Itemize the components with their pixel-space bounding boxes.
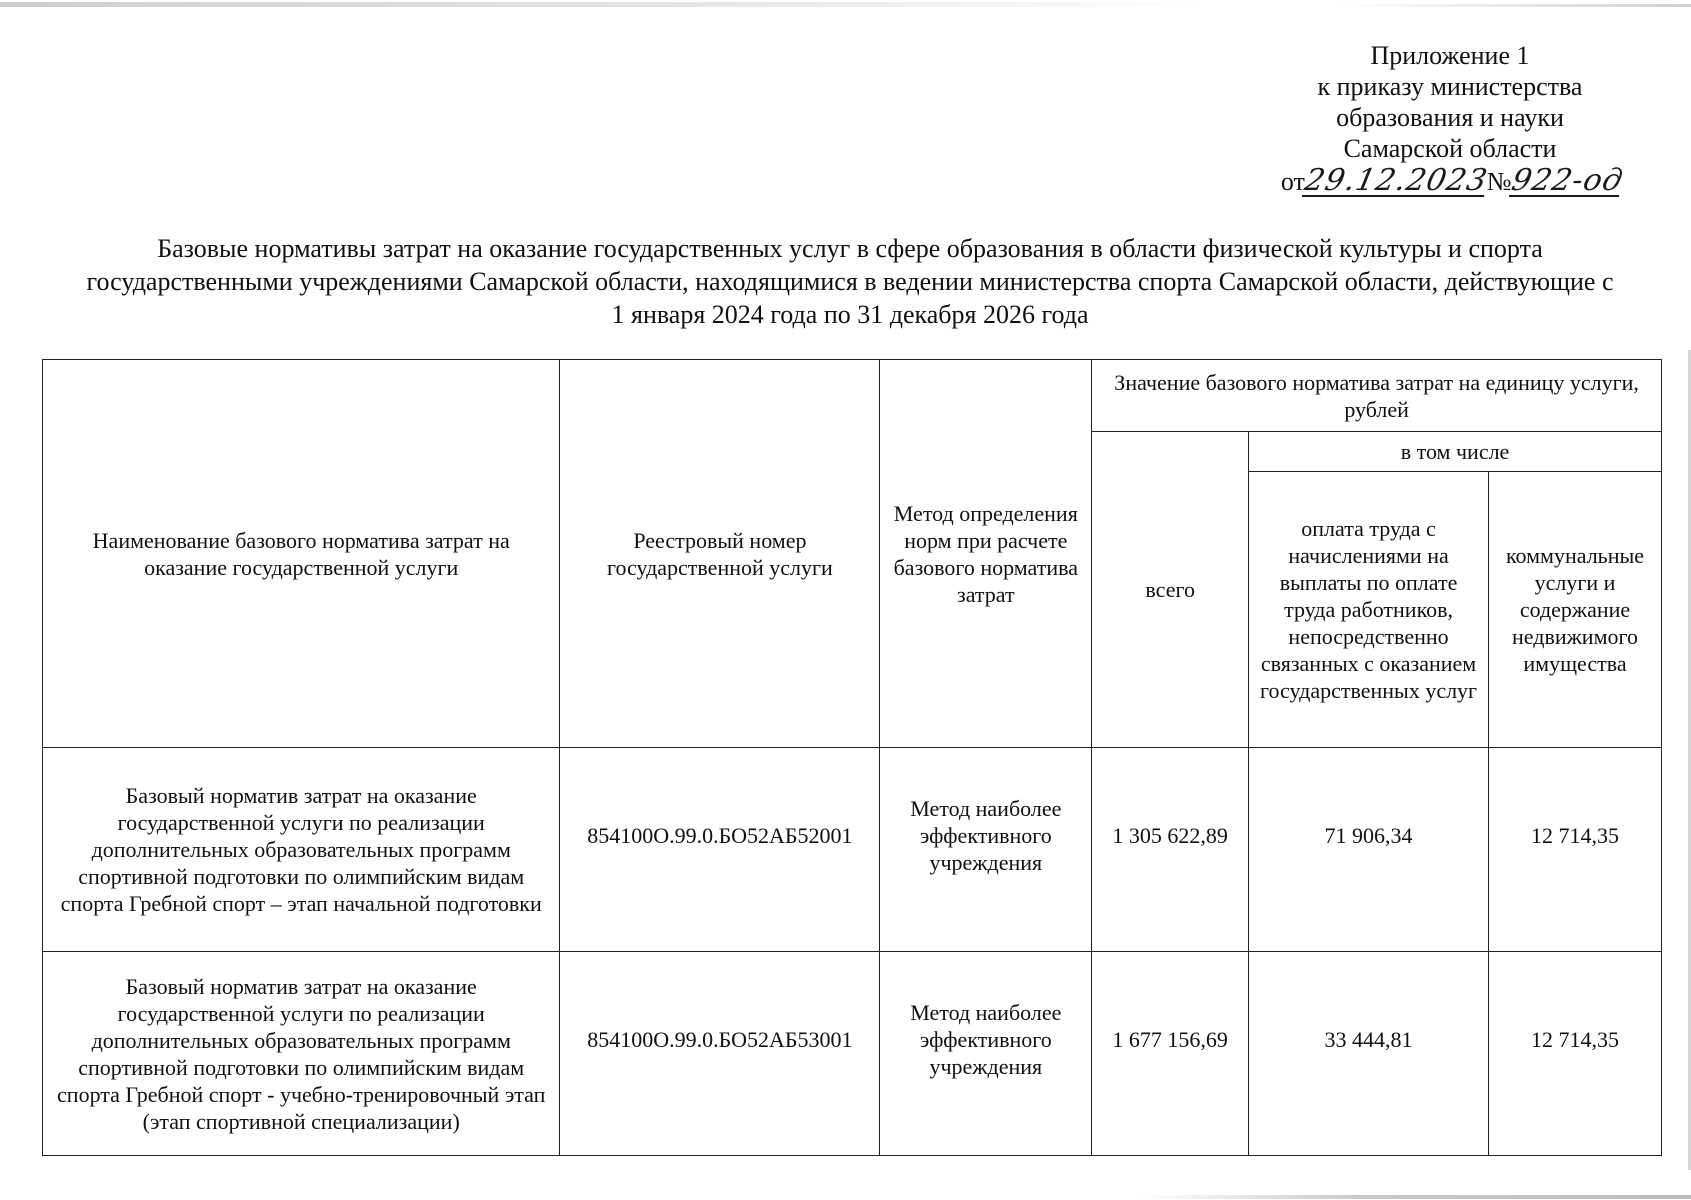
scan-artifact-bottom xyxy=(1140,1195,1691,1199)
row-utilities: 12 714,35 xyxy=(1489,748,1662,952)
row-name: Базовый норматив затрат на оказание государственной услуги по реализации дополнительных образовательных программ спортивной подготовки по олимпийским видам спорта Гребной спорт – этап начальной подготовки xyxy=(43,748,560,952)
approval-date-number xyxy=(1240,163,1660,198)
header-total: всего xyxy=(1092,432,1249,748)
approval-line-1: Приложение 1 xyxy=(1370,41,1530,70)
scan-artifact-top-right xyxy=(1338,4,1691,7)
header-including: в том числе xyxy=(1249,432,1662,472)
row-name: Базовый норматив затрат на оказание государственной услуги по реализации дополнительных образовательных программ спортивной подготовки по олимпийским видам спорта Гребной спорт - учебно-тренировочный этап (этап спортивной специализации) xyxy=(43,952,560,1156)
number-sign: № xyxy=(1486,167,1512,196)
header-registry: Реестровый номер государственной услуги xyxy=(560,360,880,748)
table-row xyxy=(43,748,1662,952)
table-row xyxy=(43,952,1662,1156)
row-total: 1 305 622,89 xyxy=(1092,748,1249,952)
handwritten-number: 922-од xyxy=(1508,163,1627,198)
approval-block xyxy=(1240,40,1660,197)
norms-table xyxy=(42,359,1662,1156)
approval-line-2: к приказу министерства xyxy=(1317,72,1583,101)
row-labor: 33 444,81 xyxy=(1249,952,1489,1156)
row-registry: 854100О.99.0.БО52АБ52001 xyxy=(560,748,880,952)
header-utilities: коммунальные услуги и содержание недвижимого имущества xyxy=(1489,472,1662,748)
approval-prefix: от xyxy=(1280,167,1305,196)
row-labor: 71 906,34 xyxy=(1249,748,1489,952)
header-name: Наименование базового норматива затрат на оказание государственной услуги xyxy=(43,360,560,748)
header-value-group: Значение базового норматива затрат на единицу услуги, рублей xyxy=(1092,360,1662,432)
header-method: Метод определения норм при расчете базового норматива затрат xyxy=(880,360,1092,748)
row-total: 1 677 156,69 xyxy=(1092,952,1249,1156)
approval-line-4: Самарской области xyxy=(1343,134,1557,163)
approval-line-3: образования и науки xyxy=(1336,103,1564,132)
row-registry: 854100О.99.0.БО52АБ53001 xyxy=(560,952,880,1156)
row-utilities: 12 714,35 xyxy=(1489,952,1662,1156)
row-method: Метод наиболее эффективного учреждения xyxy=(880,748,1092,952)
header-row-1 xyxy=(43,360,1662,432)
row-method: Метод наиболее эффективного учреждения xyxy=(880,952,1092,1156)
handwritten-date: 29.12.2023 xyxy=(1301,163,1491,198)
scan-artifact-top xyxy=(0,2,1200,7)
header-labor: оплата труда с начислениями на выплаты по оплате труда работников, непосредственно связанных с оказанием государственных услуг xyxy=(1249,472,1489,748)
document-title: Базовые нормативы затрат на оказание государственных услуг в сфере образования в области физической культуры и спорта государственными учреждениями Самарской области, находящимися в ведении министерства спорта Самарской области, действующие с 1 января 2024 года по 31 декабря 2026 года xyxy=(86,234,1614,329)
